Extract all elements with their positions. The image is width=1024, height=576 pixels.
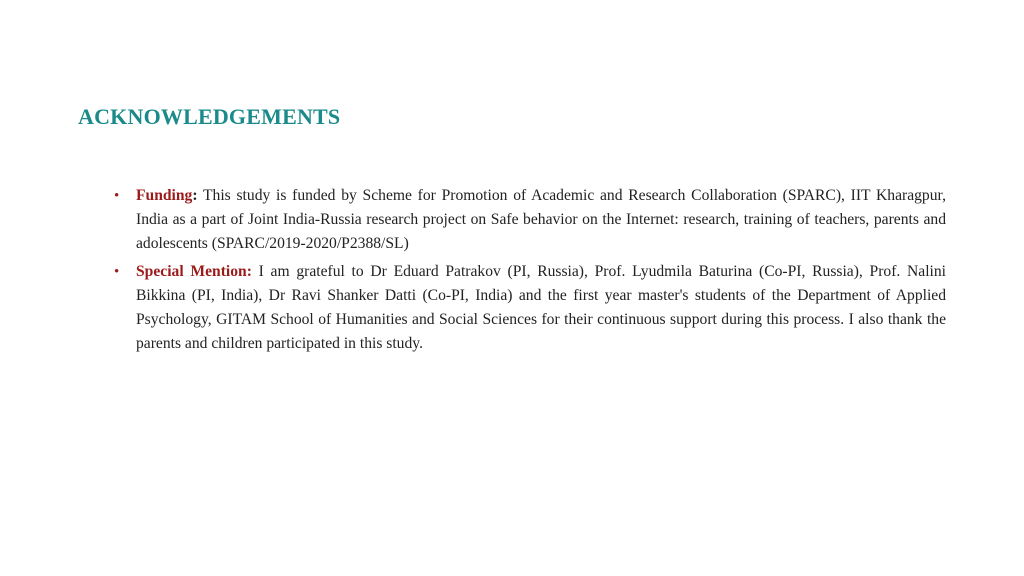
- special-mention-label: Special Mention:: [136, 263, 252, 280]
- special-mention-text: I am grateful to Dr Eduard Patrakov (PI, Russia), Prof. Lyudmila Baturina (Co-PI, Russia), Prof. Nalini Bikkina (PI, India), Dr Ravi Shanker Datti (Co-PI, India) and the first year master's students of the Department of Applied Psychology, GITAM School of Humanities and Social Sciences for their continuous support during this process. I also thank the parents and children participated in this study.: [136, 263, 946, 352]
- bullet-icon: •: [114, 188, 120, 204]
- bullet-icon: •: [114, 264, 120, 280]
- funding-text: This study is funded by Scheme for Promotion of Academic and Research Collaboration (SPARC), IIT Kharagpur, India as a part of Joint India-Russia research project on Safe behavior on the Internet: research, training of teachers, parents and adolescents (SPARC/2019-2020/P2388/SL): [136, 187, 946, 252]
- list-item-special-mention: [114, 260, 946, 356]
- funding-label: Funding: [136, 187, 193, 204]
- funding-label-colon: :: [192, 187, 198, 204]
- list-item-funding: [114, 184, 946, 256]
- slide-title: ACKNOWLEDGEMENTS: [78, 104, 341, 129]
- acknowledgement-list: [114, 184, 946, 360]
